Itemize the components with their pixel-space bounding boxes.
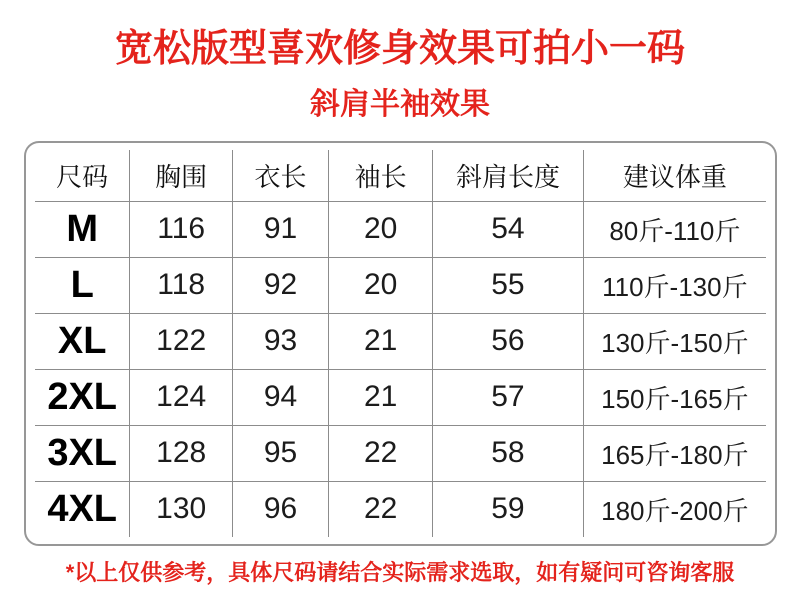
cell-size: XL xyxy=(35,313,130,369)
header-suggested-weight: 建议体重 xyxy=(583,150,766,201)
cell-bust: 122 xyxy=(130,313,233,369)
table-row-2xl xyxy=(35,369,766,425)
cell-sleeve-length: 20 xyxy=(329,257,433,313)
sub-title: 斜肩半袖效果 xyxy=(310,88,490,121)
cell-slant-shoulder: 54 xyxy=(433,201,584,257)
cell-slant-shoulder: 58 xyxy=(433,425,584,481)
cell-sleeve-length: 22 xyxy=(329,481,433,537)
cell-size: L xyxy=(35,257,130,313)
footer-note: *以上仅供参考，具体尺码请结合实际需求选取，如有疑问可咨询客服 xyxy=(65,560,735,585)
cell-garment-length: 96 xyxy=(232,481,328,537)
size-table-frame xyxy=(24,141,777,546)
table-row-xl xyxy=(35,313,766,369)
cell-size: 3XL xyxy=(35,425,130,481)
cell-size: 4XL xyxy=(35,481,130,537)
cell-bust: 118 xyxy=(130,257,233,313)
header-slant-shoulder: 斜肩长度 xyxy=(433,150,584,201)
table-row-m xyxy=(35,201,766,257)
header-row xyxy=(35,150,766,201)
cell-slant-shoulder: 59 xyxy=(433,481,584,537)
cell-sleeve-length: 22 xyxy=(329,425,433,481)
cell-suggested-weight: 180斤-200斤 xyxy=(583,481,766,537)
header-sleeve-length: 袖长 xyxy=(329,150,433,201)
cell-bust: 116 xyxy=(130,201,233,257)
cell-garment-length: 91 xyxy=(232,201,328,257)
size-table-header xyxy=(35,150,766,201)
header-size: 尺码 xyxy=(35,150,130,201)
cell-sleeve-length: 21 xyxy=(329,313,433,369)
main-title: 宽松版型喜欢修身效果可拍小一码 xyxy=(114,28,685,70)
cell-bust: 128 xyxy=(130,425,233,481)
cell-size: M xyxy=(35,201,130,257)
cell-suggested-weight: 80斤-110斤 xyxy=(583,201,766,257)
cell-slant-shoulder: 56 xyxy=(433,313,584,369)
cell-sleeve-length: 21 xyxy=(329,369,433,425)
size-table-body xyxy=(35,201,766,537)
cell-bust: 130 xyxy=(130,481,233,537)
cell-garment-length: 94 xyxy=(232,369,328,425)
cell-size: 2XL xyxy=(35,369,130,425)
cell-slant-shoulder: 57 xyxy=(433,369,584,425)
cell-suggested-weight: 110斤-130斤 xyxy=(583,257,766,313)
cell-suggested-weight: 150斤-165斤 xyxy=(583,369,766,425)
cell-suggested-weight: 165斤-180斤 xyxy=(583,425,766,481)
cell-suggested-weight: 130斤-150斤 xyxy=(583,313,766,369)
cell-sleeve-length: 20 xyxy=(329,201,433,257)
cell-garment-length: 93 xyxy=(232,313,328,369)
header-garment-length: 衣长 xyxy=(232,150,328,201)
size-table xyxy=(35,150,766,537)
table-row-3xl xyxy=(35,425,766,481)
table-row-4xl xyxy=(35,481,766,537)
header-bust: 胸围 xyxy=(130,150,233,201)
cell-garment-length: 95 xyxy=(232,425,328,481)
cell-slant-shoulder: 55 xyxy=(433,257,584,313)
table-row-l xyxy=(35,257,766,313)
cell-bust: 124 xyxy=(130,369,233,425)
cell-garment-length: 92 xyxy=(232,257,328,313)
